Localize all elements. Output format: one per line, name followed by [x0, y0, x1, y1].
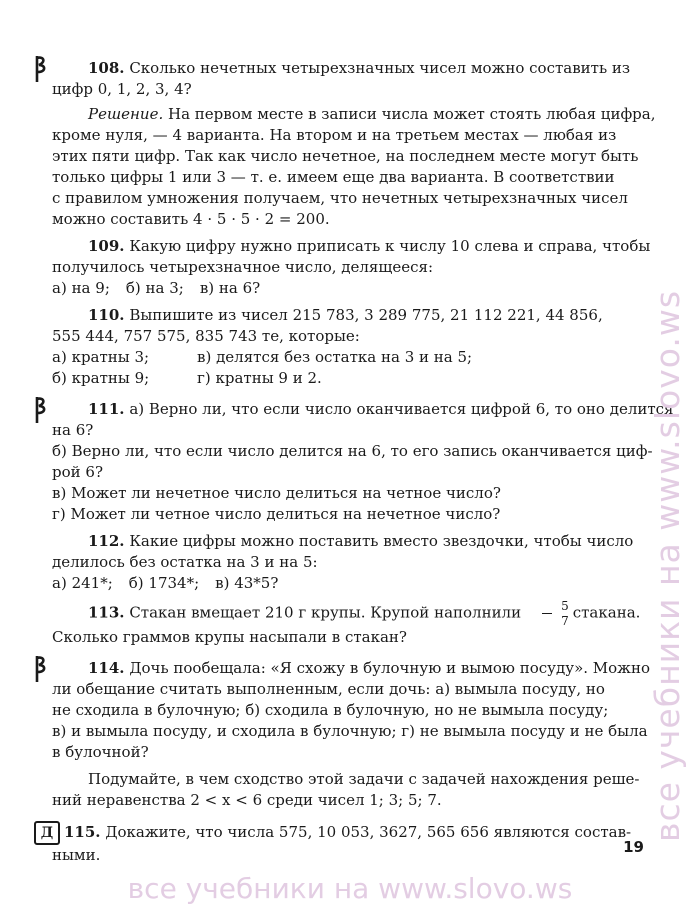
problem-111: 111. а) Верно ли, что если число оканчивается цифрой 6, то оно делится на 6? б) Верно ли, что если число делится на 6, то его запись оканчивается циф- рой 6? в) Может ли нечетное число делиться на четное число? г) Может ли четное число делиться на нечетное число? [52, 399, 652, 525]
options: а) на 9; б) на 3; в) на 6? [52, 279, 261, 297]
page-number: 19 [623, 838, 644, 856]
problem-115: Д 115. Докажите, что числа 575, 10 053, 3627, 565 656 являются состав- ными. [52, 821, 652, 866]
logic-marker-icon [34, 654, 48, 684]
problem-108: 108. Сколько нечетных четырехзначных чисел можно составить из цифр 0, 1, 2, 3, 4? Решение. На первом месте в записи числа может стоять любая цифра, кроме нуля, — 4 варианта. На втором и на третьем местах — любая из этих пяти цифр. Так как число нечетное, на последнем месте могут быть только цифры 1 или 3 — т. е. имеем еще два варианта. В соответствии с правилом умножения получаем, что нечетных четырехзначных чисел можно составить 4 · 5 · 5 · 2 = 200. [52, 58, 652, 230]
solution-label: Решение. [88, 105, 164, 123]
problem-number: 111. [88, 400, 125, 418]
problem-number: 108. [88, 59, 125, 77]
problem-110: 110. Выпишите из чисел 215 783, 3 289 775, 21 112 221, 44 856, 555 444, 757 575, 835 743 те, которые: а) кратны 3; в) делятся без остатка на 3 и на 5; б) кратны 9; г) кратны 9 и 2. [52, 306, 603, 387]
problem-number: 110. [88, 306, 125, 324]
problem-number: 113. [88, 603, 125, 622]
problem-number: 114. [88, 659, 125, 677]
home-task-badge: Д [34, 821, 60, 845]
problem-112: 112. Какие цифры можно поставить вместо звездочки, чтобы число делилось без остатка на 3 и на 5: а) 241*; б) 1734*; в) 43*5? [52, 531, 652, 594]
problem-109: 109. Какую цифру нужно приписать к числу 10 слева и справа, чтобы получилось четырехзначное число, делящееся: а) на 9; б) на 3; в) на 6? [52, 237, 651, 297]
watermark-vertical: все учебники на www.slovo.ws [648, 289, 687, 842]
fraction: $\frac{5}{7}$ [525, 600, 569, 627]
problem-number: 115. [64, 823, 101, 841]
problem-114: 114. Дочь пообещала: «Я схожу в булочную и вымою посуду». Можно ли обещание считать выполненным, если дочь: а) вымыла посуду, но не сходила в булочную; б) сходила в булочную, но не вымыла посуду; в) и вымыла посуду, и сходила в булочную; г) не вымыла посуду и не была в булочной? Подумайте, в чем сходство этой задачи с задачей нахождения реше- ний неравенства 2 < x < 6 среди чисел 1; 3; 5; 7. [52, 658, 652, 811]
problem-113: 113. Стакан вмещает 210 г крупы. Крупой наполнили $\frac{5}{7}$ стакана. Сколько граммов крупы насыпали в стакан? [52, 599, 641, 646]
problem-number: 112. [88, 532, 125, 550]
logic-marker-icon [34, 54, 48, 84]
watermark-bottom: все учебники на www.slovo.ws [127, 872, 573, 905]
options: а) 241*; б) 1734*; в) 43*5? [52, 574, 279, 592]
problem-number: 109. [88, 237, 125, 255]
logic-marker-icon [34, 395, 48, 425]
